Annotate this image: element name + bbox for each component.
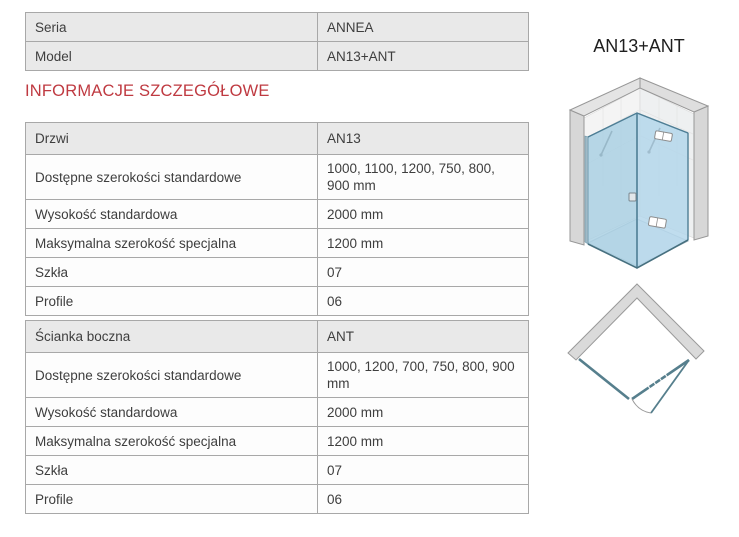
spec-value-cell: 06 [318, 485, 529, 514]
spec-value-cell: 1000, 1200, 700, 750, 800, 900 mm [318, 353, 529, 398]
spec-label-cell: Dostępne szerokości standardowe [26, 155, 318, 200]
spec-label-cell: Drzwi [26, 123, 318, 155]
spec-value-cell: 2000 mm [318, 200, 529, 229]
product-model-label: AN13+ANT [593, 36, 685, 56]
spec-label-cell: Szkła [26, 456, 318, 485]
spec-label-cell: Model [26, 42, 318, 71]
spec-value-cell: ANT [318, 321, 529, 353]
spec-value-cell: 1200 mm [318, 229, 529, 258]
table-row [26, 353, 529, 398]
table-header-row [26, 123, 529, 155]
top-view-diagram-svg [565, 283, 705, 425]
table-header-row [26, 321, 529, 353]
general-info-table [25, 12, 529, 71]
table-row [26, 287, 529, 316]
side-panel-spec-table [25, 320, 529, 514]
spec-value-cell: 2000 mm [318, 398, 529, 427]
table-row [26, 485, 529, 514]
spec-label-cell: Wysokość standardowa [26, 200, 318, 229]
spec-label-cell: Szkła [26, 258, 318, 287]
spec-value-cell: 1200 mm [318, 427, 529, 456]
spec-label-cell: Seria [26, 13, 318, 42]
table-row [26, 13, 529, 42]
table-row [26, 258, 529, 287]
spec-label-cell: Profile [26, 485, 318, 514]
table-row [26, 155, 529, 200]
spec-value-cell: ANNEA [318, 13, 529, 42]
spec-value-cell: AN13+ANT [318, 42, 529, 71]
table-row [26, 398, 529, 427]
table-row [26, 42, 529, 71]
spec-label-cell: Dostępne szerokości standardowe [26, 353, 318, 398]
spec-label-cell: Maksymalna szerokość specjalna [26, 229, 318, 258]
door-spec-table [25, 122, 529, 316]
table-row [26, 229, 529, 258]
shower-enclosure-isometric-diagram [565, 66, 713, 278]
table-row [26, 456, 529, 485]
spec-value-cell: 07 [318, 258, 529, 287]
spec-value-cell: 07 [318, 456, 529, 485]
spec-value-cell: AN13 [318, 123, 529, 155]
isometric-diagram-svg [565, 66, 713, 278]
spec-value-cell: 06 [318, 287, 529, 316]
section-heading: INFORMACJE SZCZEGÓŁOWE [25, 82, 270, 100]
spec-value-cell: 1000, 1100, 1200, 750, 800, 900 mm [318, 155, 529, 200]
spec-label-cell: Profile [26, 287, 318, 316]
spec-label-cell: Wysokość standardowa [26, 398, 318, 427]
door-swing-top-view-diagram [565, 283, 705, 425]
spec-label-cell: Ścianka boczna [26, 321, 318, 353]
spec-label-cell: Maksymalna szerokość specjalna [26, 427, 318, 456]
table-row [26, 200, 529, 229]
table-row [26, 427, 529, 456]
